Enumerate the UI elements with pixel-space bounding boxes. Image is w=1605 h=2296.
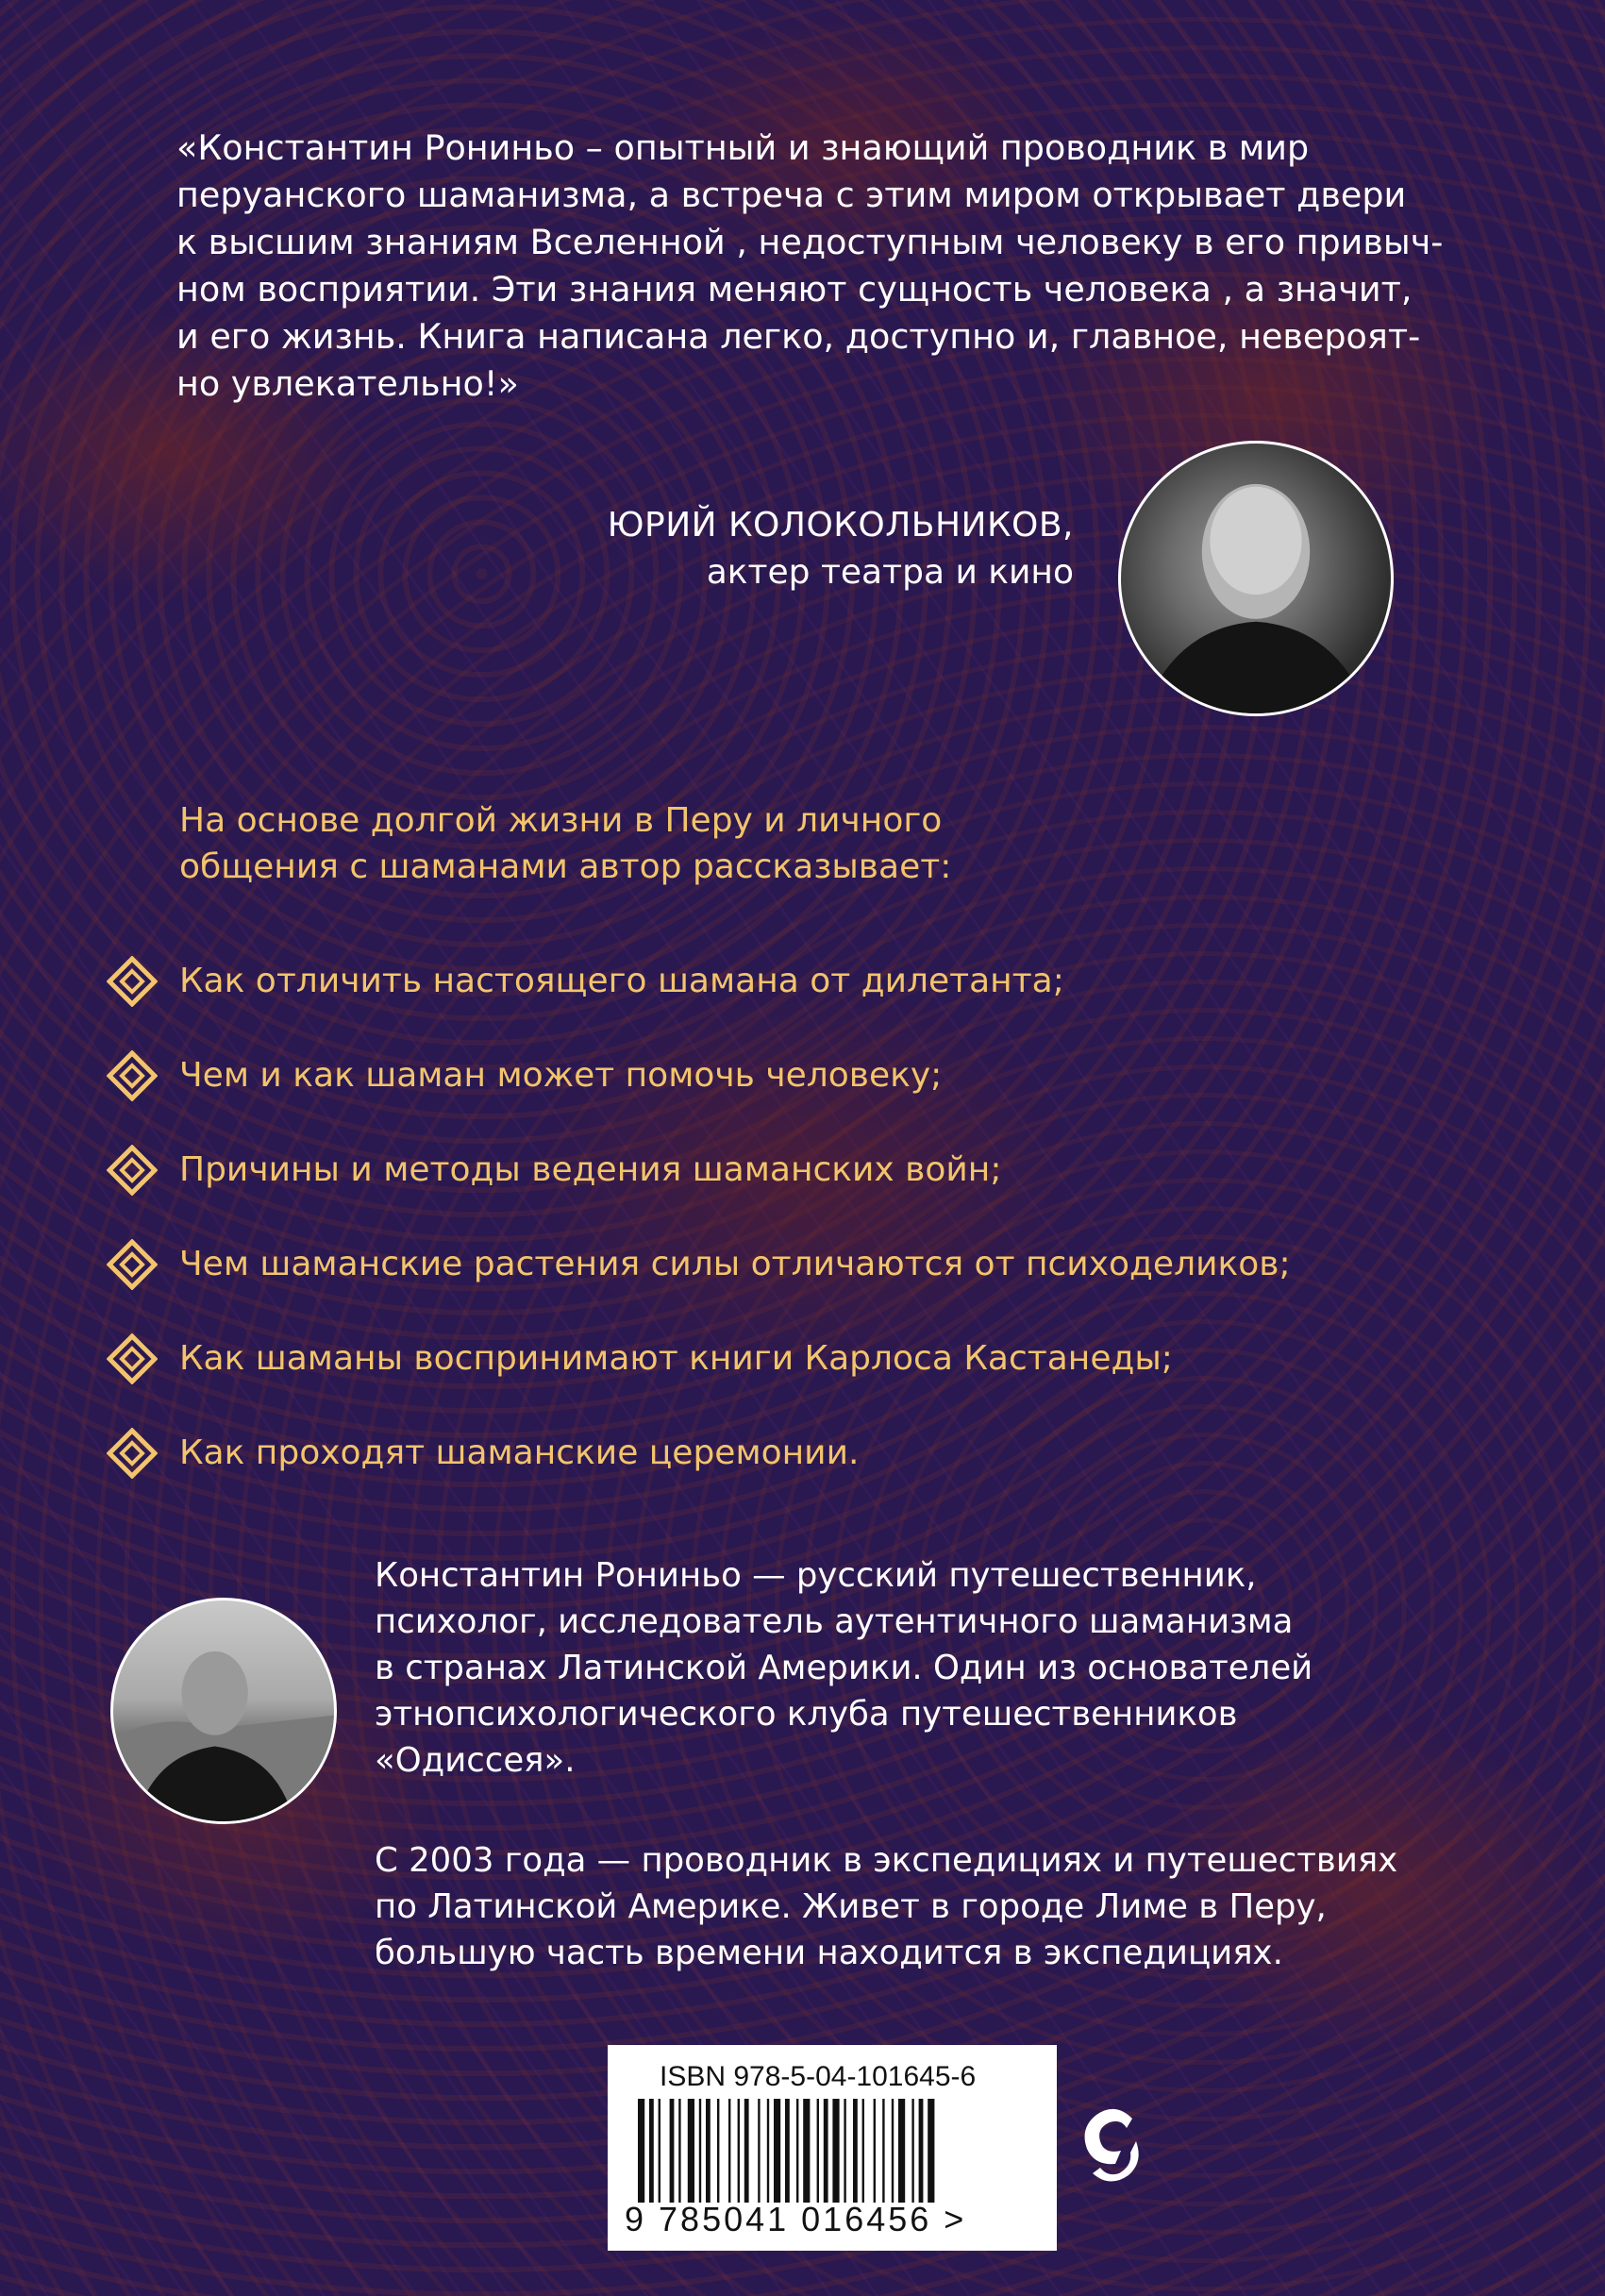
ean-digits: 9 785041 016456 > (625, 2200, 967, 2238)
list-item-text: Чем и как шаман может помочь человеку; (179, 1056, 943, 1095)
list-item (107, 1406, 1291, 1500)
quote-author-role: актер театра и кино (706, 553, 1074, 592)
list-item (107, 1123, 1291, 1217)
diamond-bullet-icon (107, 1333, 158, 1384)
bio-line: этнопсихологического клуба путешественников (375, 1695, 1238, 1734)
isbn-number: ISBN 978-5-04-101645-6 (660, 2061, 977, 2092)
list-item-text: Как шаманы воспринимают книги Карлоса Кастанеды; (179, 1339, 1173, 1378)
list-item (107, 934, 1291, 1029)
quote-author-name: ЮРИЙ КОЛОКОЛЬНИКОВ, (607, 506, 1074, 545)
author-photo (110, 1598, 337, 1824)
list-item-text: Причины и методы ведения шаманских войн; (179, 1150, 1002, 1189)
quote-line: ном восприятии. Эти знания меняют сущность человека , а значит, (176, 269, 1413, 310)
bio-line: в странах Латинской Америки. Один из основателей (375, 1649, 1313, 1687)
list-item (107, 1312, 1291, 1406)
quote-line: к высшим знаниям Вселенной , недоступным человеку в его привыч- (176, 222, 1444, 262)
diamond-bullet-icon (107, 1239, 158, 1290)
bio-line: Константин Рониньо — русский путешественник, (375, 1556, 1257, 1595)
author-bio-continued (375, 1837, 1397, 1976)
author-bio (375, 1552, 1312, 1784)
publisher-logo-icon (1078, 2098, 1145, 2192)
bio-line: большую часть времени находится в экспедициях. (375, 1934, 1283, 1972)
barcode-icon (636, 2099, 1028, 2203)
intro-line: На основе долгой жизни в Перу и личного (179, 801, 943, 840)
list-item-text: Чем шаманские растения силы отличаются от психоделиков; (179, 1245, 1291, 1283)
list-item-text: Как проходят шаманские церемонии. (179, 1433, 860, 1472)
quote-line: перуанского шаманизма, а встреча с этим миром открывает двери (176, 175, 1407, 215)
intro-text (179, 797, 951, 890)
list-item (107, 1217, 1291, 1312)
diamond-bullet-icon (107, 1145, 158, 1196)
endorsement-quote (176, 125, 1444, 408)
topics-list (107, 934, 1291, 1500)
bio-line: психолог, исследователь аутентичного шаманизма (375, 1602, 1294, 1641)
diamond-bullet-icon (107, 956, 158, 1007)
portrait-silhouette-icon (1121, 444, 1391, 713)
isbn-barcode-block (608, 2045, 1057, 2251)
quote-line: «Константин Рониньо – опытный и знающий проводник в мир (176, 127, 1310, 168)
quote-line: но увлекательно!» (176, 363, 519, 404)
list-item-text: Как отличить настоящего шамана от дилетанта; (179, 962, 1064, 1000)
bio-line: по Латинской Америке. Живет в городе Лиме в Перу, (375, 1887, 1327, 1926)
quote-line: и его жизнь. Книга написана легко, доступно и, главное, невероят- (176, 316, 1421, 357)
bio-line: «Одиссея». (375, 1741, 576, 1780)
quote-author-photo (1118, 441, 1394, 716)
diamond-bullet-icon (107, 1428, 158, 1479)
list-item (107, 1029, 1291, 1123)
diamond-bullet-icon (107, 1050, 158, 1101)
portrait-silhouette-icon (113, 1600, 334, 1821)
intro-line: общения с шаманами автор рассказывает: (179, 847, 952, 886)
bio-line: С 2003 года — проводник в экспедициях и путешествиях (375, 1841, 1398, 1880)
